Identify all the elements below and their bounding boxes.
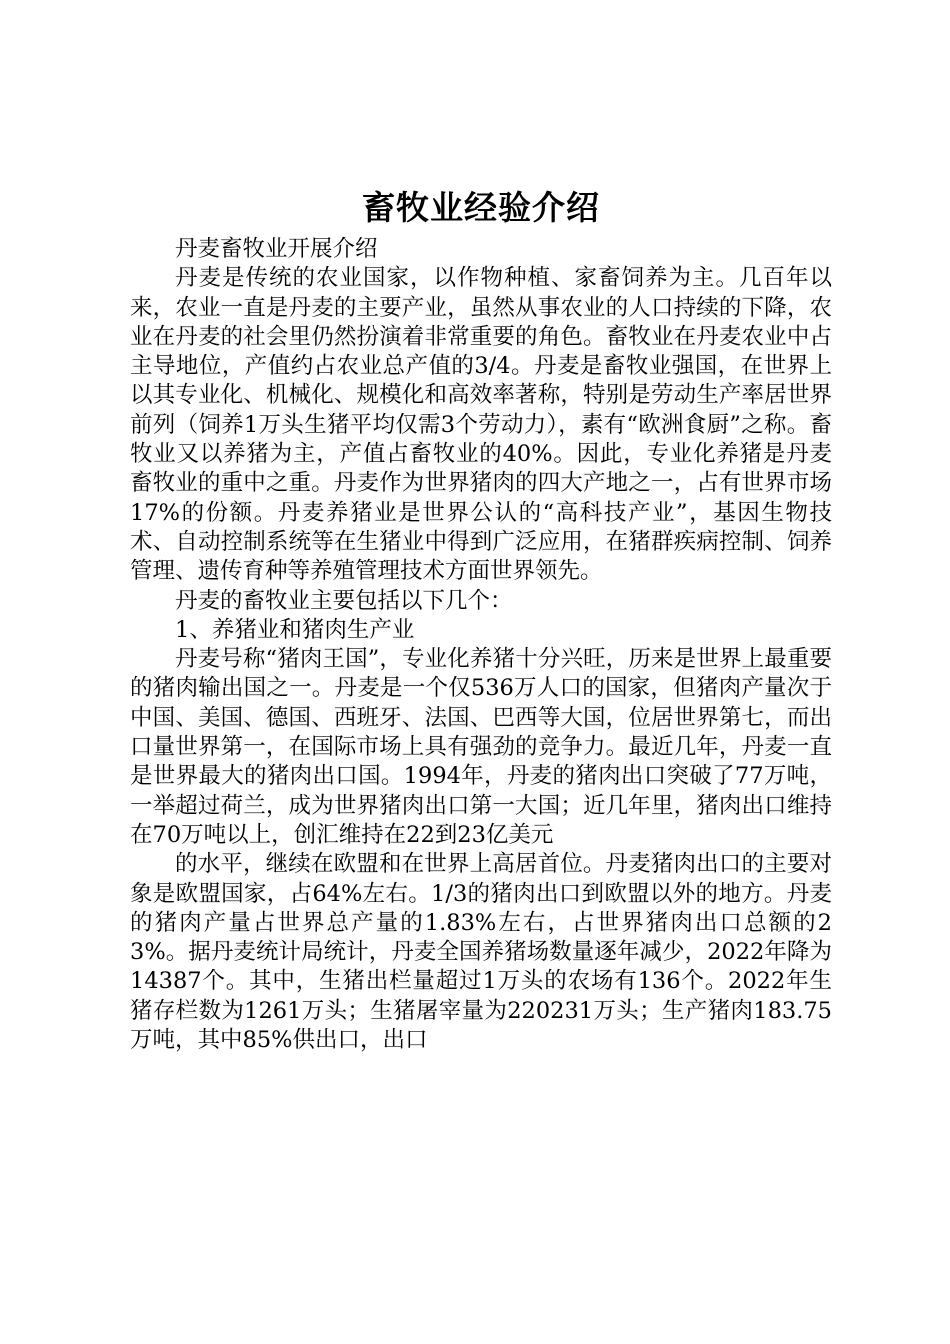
document-page: [130, 183, 832, 1055]
document-title: 畜牧业经验介绍: [362, 188, 600, 227]
paragraph-list-lead: 丹麦的畜牧业主要包括以下几个：: [175, 587, 513, 614]
paragraph-subtitle: 丹麦畜牧业开展介绍: [175, 236, 378, 262]
paragraph-pork-statistics: 的水平，继续在欧盟和在世界上高居首位。丹麦猪肉出口的主要对象是欧盟国家，占64%左右。1/3的猪肉出口到欧盟以外的地方。丹麦的猪肉产量占世界总产量的1.83%左右，占世界猪肉出口总额的23%。据丹麦统计局统计，丹麦全国养猪场数量逐年减少，2022年降为14387个。其中，生猪出栏量超过1万头的农场有136个。2022年生猪存栏数为1261万头；生猪屠宰量为220231万头；生产猪肉183.75万吨，其中85%供出口，出口: [130, 851, 832, 1054]
paragraph-pork-exports: 丹麦号称“猪肉王国”，专业化养猪十分兴旺，历来是世界上最重要的猪肉输出国之一。丹麦是一个仅536万人口的国家，但猪肉产量次于中国、美国、德国、西班牙、法国、巴西等大国，位居世界第七，而出口量世界第一，在国际市场上具有强劲的竞争力。最近几年，丹麦一直是世界最大的猪肉出口国。1994年，丹麦的猪肉出口突破了77万吨，一举超过荷兰，成为世界猪肉出口第一大国；近几年里，猪肉出口维持在70万吨以上，创汇维持在22到23亿美元: [130, 646, 832, 848]
paragraph-section-heading: 1、养猪业和猪肉生产业: [175, 616, 415, 643]
paragraph-intro: 丹麦是传统的农业国家，以作物种植、家畜饲养为主。几百年以来，农业一直是丹麦的主要产业，虽然从事农业的人口持续的下降，农业在丹麦的社会里仍然扮演着非常重要的角色。畜牧业在丹麦农业中占主导地位，产值约占农业总产值的3/4。丹麦是畜牧业强国，在世界上以其专业化、机械化、规模化和高效率著称，特别是劳动生产率居世界前列（饲养1万头生猪平均仅需3个劳动力），素有“欧洲食厨”之称。畜牧业又以养猪为主，产值占畜牧业的40%。因此，专业化养猪是丹麦畜牧业的重中之重。丹麦作为世界猪肉的四大产地之一，占有世界市场17%的份额。丹麦养猪业是世界公认的“高科技产业”，基因生物技术、自动控制系统等在生猪业中得到广泛应用，在猪群疾病控制、饲养管理、遗传育种等养殖管理技术方面世界领先。: [130, 265, 832, 585]
